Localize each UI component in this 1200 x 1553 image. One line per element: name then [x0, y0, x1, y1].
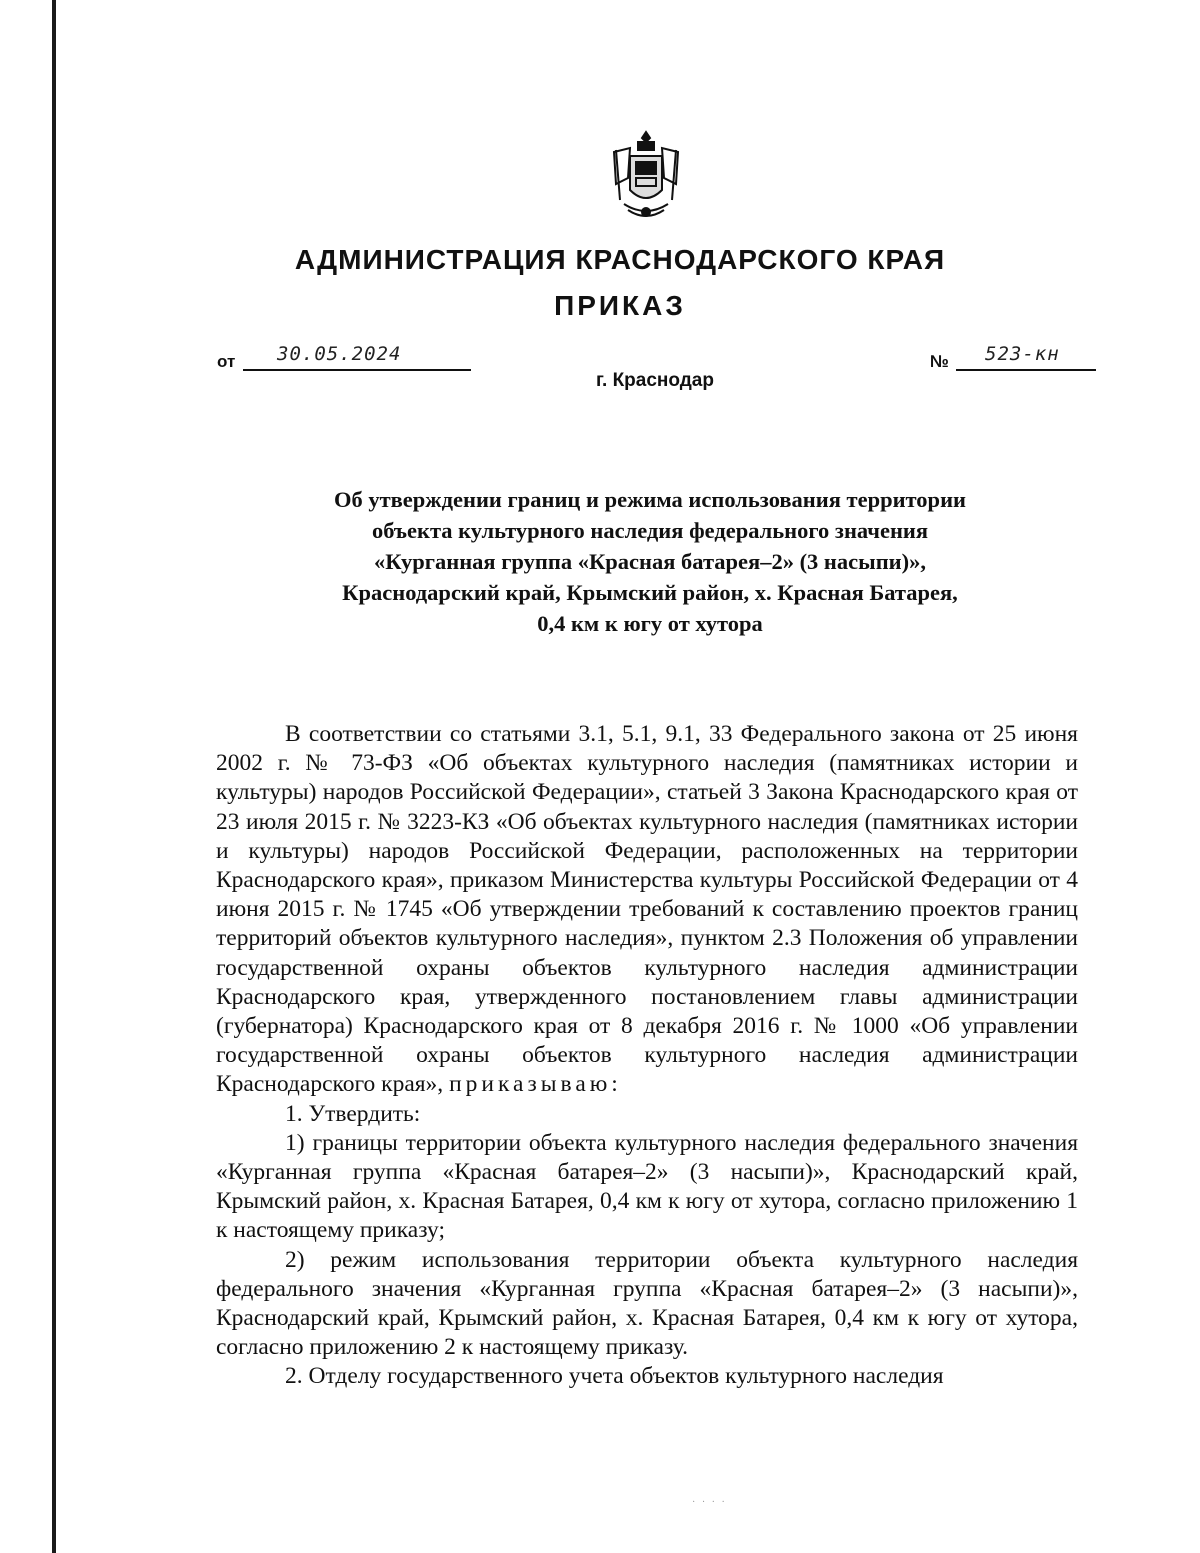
scan-artifact: · · · · — [692, 1497, 727, 1508]
preamble-paragraph — [216, 720, 1078, 1100]
title-line: Об утверждении границ и режима использования территории — [333, 487, 967, 512]
organization-name: АДМИНИСТРАЦИЯ КРАСНОДАРСКОГО КРАЯ — [294, 244, 946, 275]
krasnodar-coat-of-arms-icon — [606, 128, 686, 224]
document-title — [250, 484, 1050, 639]
title-line: объекта культурного наследия федерального значения — [371, 518, 929, 543]
title-line: «Курганная группа «Красная батарея–2» (3 насыпи)», — [374, 549, 926, 574]
title-line: Краснодарский край, Крымский район, х. Красная Батарея, — [342, 580, 958, 605]
document-type: ПРИКАЗ — [554, 290, 686, 321]
preamble-text: В соответствии со статьями 3.1, 5.1, 9.1, 33 Федерального закона от 25 июня 2002 г. № 73-ФЗ «Об объектах культурного наследия (памятниках истории и культуры) народов Российской Федерации», статьей 3 Закона Краснодарского края от 23 июля 2015 г. № 3223-КЗ «Об объектах культурного наследия (памятниках истории и культуры) народов Российской Федерации, расположенных на территории Краснодарского края», приказом Министерства культуры Российской Федерации от 4 июня 2015 г. № 1745 «Об утверждении требований к составлению проектов границ территорий объектов культурного наследия», пунктом 2.3 Положения об управлении государственной охраны объектов культурного наследия администрации Краснодарского края, утвержденного постановлением главы администрации (губернатора) Краснодарского края от 8 декабря 2016 г. № 1000 «Об управлении государственной охраны объектов культурного наследия администрации Краснодарского края», — [216, 721, 1078, 1098]
title-line: 0,4 км к югу от хутора — [537, 611, 763, 636]
number-label: № — [930, 352, 949, 371]
number-value: 523-кн — [985, 343, 1060, 365]
item-1: 1. Утвердить: — [285, 1100, 421, 1127]
date-value: 30.05.2024 — [277, 343, 402, 365]
item-1-1: 1) границы территории объекта культурного наследия федерального значения «Курганная группа «Красная батарея–2» (3 насыпи)», Краснодарский край, Крымский район, х. Красная Батарея, 0,4 км к югу от хутора, согласно приложению 1 к настоящему приказу; — [216, 1129, 1078, 1244]
city: г. Краснодар — [596, 370, 714, 391]
date-label: от — [217, 352, 236, 371]
document-body — [216, 720, 1078, 1392]
order-word: приказываю: — [449, 1071, 622, 1098]
item-1-2: 2) режим использования территории объекта культурного наследия федерального значения «Курганная группа «Красная батарея–2» (3 насыпи)», Краснодарский край, Крымский район, х. Красная Батарея, 0,4 км к югу от хутора, согласно приложению 2 к настоящему приказу. — [216, 1246, 1078, 1361]
item-2: 2. Отделу государственного учета объектов культурного наследия — [285, 1363, 944, 1390]
scan-edge-line — [52, 0, 56, 1553]
